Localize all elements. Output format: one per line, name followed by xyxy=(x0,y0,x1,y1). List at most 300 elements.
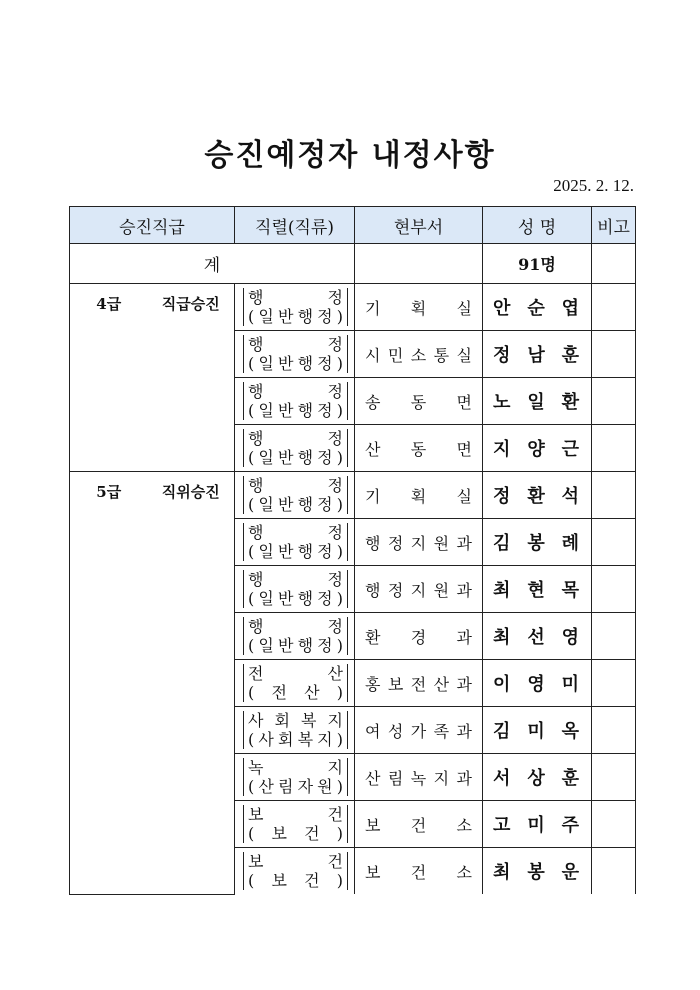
name-char: 영 xyxy=(561,627,579,648)
series-cell xyxy=(235,613,355,660)
series-cell xyxy=(235,472,355,519)
series-cell xyxy=(235,754,355,801)
department-char: 건 xyxy=(410,815,427,835)
name-char: 김 xyxy=(493,533,511,554)
department-char: 환 xyxy=(365,627,381,647)
department-name xyxy=(365,343,472,366)
note-cell xyxy=(592,801,636,848)
series-char: 지 xyxy=(317,730,333,749)
note-cell xyxy=(592,472,636,519)
department-char: 보 xyxy=(387,674,404,694)
series-char: ( xyxy=(248,401,255,420)
series-char: 행 xyxy=(297,401,314,420)
header-note: 비고 xyxy=(592,207,636,244)
person-name xyxy=(493,294,579,320)
department-char: 과 xyxy=(456,721,472,741)
series-char: 반 xyxy=(277,542,294,561)
series-char: 지 xyxy=(327,711,343,730)
department-char: 동 xyxy=(410,439,427,459)
name-char: 최 xyxy=(493,627,511,648)
name-char: 이 xyxy=(493,674,511,695)
department-char: 행 xyxy=(365,533,381,553)
name-char: 옥 xyxy=(561,721,579,742)
header-dept: 현부서 xyxy=(355,207,483,244)
note-cell xyxy=(592,848,636,895)
series-char: 보 xyxy=(248,805,264,824)
total-value: 91명 xyxy=(483,244,592,284)
series-char: 사 xyxy=(248,711,264,730)
department-name xyxy=(365,625,472,648)
series-char: 정 xyxy=(317,495,333,514)
series-box xyxy=(243,711,348,749)
department-char: 소 xyxy=(456,815,473,835)
department-cell xyxy=(355,378,483,425)
department-char: 실 xyxy=(456,345,472,365)
department-char: 면 xyxy=(456,392,473,412)
series-subtype xyxy=(248,636,343,655)
department-char: 과 xyxy=(456,627,473,647)
name-char: 정 xyxy=(493,486,511,507)
series-char: 림 xyxy=(277,777,294,796)
name-char: 미 xyxy=(561,674,579,695)
name-char: 환 xyxy=(527,486,545,507)
series-char: ) xyxy=(336,401,344,420)
department-cell xyxy=(355,801,483,848)
department-char: 원 xyxy=(433,580,450,600)
note-cell xyxy=(592,284,636,331)
department-char: 산 xyxy=(365,439,381,459)
series-char: ) xyxy=(336,448,344,467)
person-name-cell xyxy=(483,754,592,801)
person-name xyxy=(493,529,579,555)
header-series: 직렬(직류) xyxy=(235,207,355,244)
name-char: 상 xyxy=(527,768,545,789)
department-char: 족 xyxy=(433,721,450,741)
series-char: 행 xyxy=(248,476,264,495)
department-char: 민 xyxy=(387,345,404,365)
series-name xyxy=(248,382,343,401)
series-subtype xyxy=(248,448,343,467)
series-char: 건 xyxy=(304,824,320,843)
series-char: ) xyxy=(336,636,344,655)
person-name-cell xyxy=(483,284,592,331)
table-body xyxy=(70,244,636,895)
series-name xyxy=(248,570,343,589)
department-char: 소 xyxy=(456,862,473,882)
series-box xyxy=(243,523,348,561)
person-name xyxy=(493,764,579,790)
series-char: 보 xyxy=(271,871,287,890)
series-char: ( xyxy=(248,636,255,655)
name-char: 봉 xyxy=(527,862,545,883)
series-cell xyxy=(235,801,355,848)
name-char: 현 xyxy=(527,580,545,601)
series-char: 행 xyxy=(248,382,264,401)
series-name xyxy=(248,852,343,871)
series-box xyxy=(243,570,348,608)
total-label: 계 xyxy=(70,244,355,284)
name-char: 최 xyxy=(493,580,511,601)
series-char: 행 xyxy=(297,636,314,655)
person-name xyxy=(493,576,579,602)
department-char: 행 xyxy=(365,580,381,600)
department-char: 기 xyxy=(365,486,381,506)
series-char: 반 xyxy=(277,495,294,514)
series-char: 일 xyxy=(258,354,274,373)
series-char: 반 xyxy=(277,307,294,326)
promotion-level: 4급 xyxy=(70,284,148,472)
series-char: ( xyxy=(248,495,255,514)
department-char: 통 xyxy=(433,345,450,365)
series-char: 사 xyxy=(258,730,274,749)
person-name-cell xyxy=(483,613,592,660)
note-cell xyxy=(592,425,636,472)
series-char: ( xyxy=(248,730,255,749)
department-char: 정 xyxy=(387,533,404,553)
department-name xyxy=(365,860,472,883)
series-cell xyxy=(235,566,355,613)
department-char: 건 xyxy=(410,862,427,882)
department-char: 림 xyxy=(387,768,404,788)
note-cell xyxy=(592,566,636,613)
name-char: 환 xyxy=(561,392,579,413)
series-char: 정 xyxy=(327,335,344,354)
department-char: 동 xyxy=(410,392,427,412)
person-name xyxy=(493,435,579,461)
header-rank: 승진직급 xyxy=(70,207,235,244)
department-char: 과 xyxy=(456,533,472,553)
series-char: 반 xyxy=(277,354,294,373)
name-char: 영 xyxy=(527,674,545,695)
department-char: 실 xyxy=(456,298,473,318)
series-char: 보 xyxy=(271,824,287,843)
person-name xyxy=(493,623,579,649)
series-subtype xyxy=(248,730,343,749)
name-char: 노 xyxy=(493,392,511,413)
series-char: 원 xyxy=(317,777,333,796)
series-char: 일 xyxy=(258,542,274,561)
department-char: 과 xyxy=(456,768,472,788)
table-row xyxy=(70,284,636,331)
series-name xyxy=(248,523,343,542)
promotion-level: 5급 xyxy=(70,472,148,895)
series-cell xyxy=(235,284,355,331)
name-char: 미 xyxy=(527,815,545,836)
series-name xyxy=(248,758,343,777)
department-char: 과 xyxy=(456,580,472,600)
series-box xyxy=(243,288,348,326)
series-box xyxy=(243,476,348,514)
department-cell xyxy=(355,754,483,801)
series-char: 자 xyxy=(297,777,314,796)
department-cell xyxy=(355,613,483,660)
person-name xyxy=(493,341,579,367)
name-char: 일 xyxy=(527,392,545,413)
name-char: 김 xyxy=(493,721,511,742)
series-cell xyxy=(235,660,355,707)
name-char: 운 xyxy=(561,862,579,883)
department-name xyxy=(365,296,472,319)
department-char: 정 xyxy=(387,580,404,600)
department-cell xyxy=(355,707,483,754)
series-name xyxy=(248,711,343,730)
promotion-type: 직급승진 xyxy=(148,284,235,472)
series-subtype xyxy=(248,354,343,373)
series-char: 정 xyxy=(317,307,333,326)
department-char: 홍 xyxy=(365,674,381,694)
series-char: ( xyxy=(248,448,255,467)
department-char: 기 xyxy=(365,298,381,318)
series-subtype xyxy=(248,401,343,420)
series-char: ( xyxy=(248,683,255,702)
note-cell xyxy=(592,754,636,801)
series-char: 행 xyxy=(248,523,264,542)
person-name-cell xyxy=(483,660,592,707)
department-char: 지 xyxy=(410,533,427,553)
name-char: 훈 xyxy=(561,768,579,789)
page-title: 승진예정자 내정사항 xyxy=(204,138,496,173)
department-char: 획 xyxy=(410,298,427,318)
series-name xyxy=(248,288,343,307)
name-char: 선 xyxy=(527,627,545,648)
person-name-cell xyxy=(483,801,592,848)
series-char: 정 xyxy=(327,288,344,307)
department-char: 원 xyxy=(433,533,450,553)
series-name xyxy=(248,335,343,354)
department-char: 실 xyxy=(456,486,473,506)
department-char: 면 xyxy=(456,439,473,459)
series-box xyxy=(243,617,348,655)
person-name xyxy=(493,482,579,508)
department-char: 송 xyxy=(365,392,381,412)
series-char: ) xyxy=(336,542,344,561)
name-char: 석 xyxy=(561,486,579,507)
series-char: ) xyxy=(336,354,344,373)
department-char: 시 xyxy=(365,345,381,365)
name-char: 고 xyxy=(493,815,511,836)
series-char: 행 xyxy=(248,429,264,448)
series-char: 지 xyxy=(327,758,344,777)
series-char: ( xyxy=(248,777,255,796)
total-empty-cell xyxy=(355,244,483,284)
series-name xyxy=(248,664,343,683)
series-char: 산 xyxy=(304,683,320,702)
person-name xyxy=(493,717,579,743)
name-char: 미 xyxy=(527,721,545,742)
series-char: 행 xyxy=(248,570,264,589)
series-char: 일 xyxy=(258,495,274,514)
series-char: 행 xyxy=(297,354,314,373)
department-char: 보 xyxy=(365,862,381,882)
department-cell xyxy=(355,284,483,331)
series-char: 정 xyxy=(327,429,344,448)
series-char: ) xyxy=(336,777,344,796)
series-box xyxy=(243,805,348,843)
department-name xyxy=(365,437,472,460)
name-char: 엽 xyxy=(561,298,579,319)
series-char: 전 xyxy=(248,664,264,683)
series-char: 정 xyxy=(317,636,333,655)
department-cell xyxy=(355,566,483,613)
series-char: ) xyxy=(336,589,344,608)
department-char: 경 xyxy=(410,627,427,647)
series-name xyxy=(248,805,343,824)
series-subtype xyxy=(248,871,343,890)
series-cell xyxy=(235,331,355,378)
series-char: 녹 xyxy=(248,758,264,777)
series-char: 정 xyxy=(317,589,333,608)
department-name xyxy=(365,484,472,507)
series-char: 일 xyxy=(258,636,274,655)
series-char: 회 xyxy=(274,711,290,730)
note-cell xyxy=(592,378,636,425)
series-char: 정 xyxy=(327,523,344,542)
department-cell xyxy=(355,331,483,378)
series-char: 행 xyxy=(297,448,314,467)
person-name xyxy=(493,388,579,414)
series-char: 행 xyxy=(248,288,264,307)
total-note-cell xyxy=(592,244,636,284)
department-name xyxy=(365,813,472,836)
name-char: 서 xyxy=(493,768,511,789)
series-cell xyxy=(235,848,355,895)
series-subtype xyxy=(248,683,343,702)
name-char: 순 xyxy=(527,298,545,319)
department-char: 산 xyxy=(433,674,450,694)
department-cell xyxy=(355,472,483,519)
series-char: 행 xyxy=(248,335,264,354)
name-char: 목 xyxy=(561,580,579,601)
series-cell xyxy=(235,707,355,754)
department-char: 전 xyxy=(410,674,427,694)
series-char: ) xyxy=(336,730,344,749)
note-cell xyxy=(592,613,636,660)
note-cell xyxy=(592,660,636,707)
series-char: 정 xyxy=(327,570,344,589)
series-char: 행 xyxy=(248,617,264,636)
series-char: ) xyxy=(336,307,344,326)
department-char: 소 xyxy=(410,345,427,365)
series-char: 정 xyxy=(317,401,333,420)
department-char: 산 xyxy=(365,768,381,788)
series-char: 전 xyxy=(271,683,287,702)
person-name-cell xyxy=(483,566,592,613)
department-char: 여 xyxy=(365,721,381,741)
series-name xyxy=(248,476,343,495)
series-char: 반 xyxy=(277,589,294,608)
series-char: ) xyxy=(336,495,344,514)
series-char: 행 xyxy=(297,495,314,514)
person-name xyxy=(493,811,579,837)
name-char: 례 xyxy=(561,533,579,554)
header-row xyxy=(70,207,636,244)
name-char: 남 xyxy=(527,345,545,366)
department-char: 보 xyxy=(365,815,381,835)
department-cell xyxy=(355,519,483,566)
series-char: 산 xyxy=(258,777,274,796)
series-char: ) xyxy=(336,824,344,843)
series-box xyxy=(243,758,348,796)
name-char: 근 xyxy=(561,439,579,460)
person-name-cell xyxy=(483,472,592,519)
department-name xyxy=(365,531,472,554)
department-char: 획 xyxy=(410,486,427,506)
department-cell xyxy=(355,425,483,472)
series-subtype xyxy=(248,495,343,514)
person-name-cell xyxy=(483,425,592,472)
department-cell xyxy=(355,660,483,707)
name-char: 주 xyxy=(561,815,579,836)
name-char: 최 xyxy=(493,862,511,883)
note-cell xyxy=(592,707,636,754)
series-box xyxy=(243,335,348,373)
person-name xyxy=(493,670,579,696)
series-char: 반 xyxy=(277,636,294,655)
note-cell xyxy=(592,519,636,566)
department-char: 녹 xyxy=(410,768,427,788)
series-char: 건 xyxy=(304,871,320,890)
series-char: 복 xyxy=(301,711,317,730)
department-char: 가 xyxy=(410,721,427,741)
person-name-cell xyxy=(483,331,592,378)
series-char: ( xyxy=(248,824,255,843)
series-char: 보 xyxy=(248,852,264,871)
name-char: 안 xyxy=(493,298,511,319)
series-subtype xyxy=(248,777,343,796)
header-name: 성 명 xyxy=(483,207,592,244)
series-char: 행 xyxy=(297,589,314,608)
name-char: 정 xyxy=(493,345,511,366)
series-subtype xyxy=(248,589,343,608)
series-cell xyxy=(235,378,355,425)
person-name-cell xyxy=(483,378,592,425)
document-date: 2025. 2. 12. xyxy=(553,176,634,195)
department-char: 지 xyxy=(433,768,450,788)
series-box xyxy=(243,382,348,420)
promotion-table xyxy=(69,206,636,895)
series-char: ( xyxy=(248,307,255,326)
person-name-cell xyxy=(483,707,592,754)
series-char: 산 xyxy=(327,664,344,683)
series-box xyxy=(243,852,348,890)
series-char: 행 xyxy=(297,542,314,561)
series-char: 정 xyxy=(327,382,344,401)
series-box xyxy=(243,664,348,702)
promotion-type: 직위승진 xyxy=(148,472,235,895)
series-subtype xyxy=(248,307,343,326)
series-cell xyxy=(235,519,355,566)
series-char: 일 xyxy=(258,448,274,467)
department-name xyxy=(365,390,472,413)
series-char: 정 xyxy=(317,354,333,373)
series-name xyxy=(248,429,343,448)
department-char: 과 xyxy=(456,674,472,694)
department-char: 지 xyxy=(410,580,427,600)
person-name-cell xyxy=(483,519,592,566)
table-row xyxy=(70,472,636,519)
name-char: 훈 xyxy=(561,345,579,366)
series-char: 정 xyxy=(327,476,344,495)
series-subtype xyxy=(248,542,343,561)
series-char: ( xyxy=(248,354,255,373)
series-char: 건 xyxy=(327,852,344,871)
series-name xyxy=(248,617,343,636)
person-name xyxy=(493,858,579,884)
series-char: ) xyxy=(336,683,344,702)
series-char: ( xyxy=(248,871,255,890)
series-char: 복 xyxy=(297,730,314,749)
series-char: 반 xyxy=(277,448,294,467)
